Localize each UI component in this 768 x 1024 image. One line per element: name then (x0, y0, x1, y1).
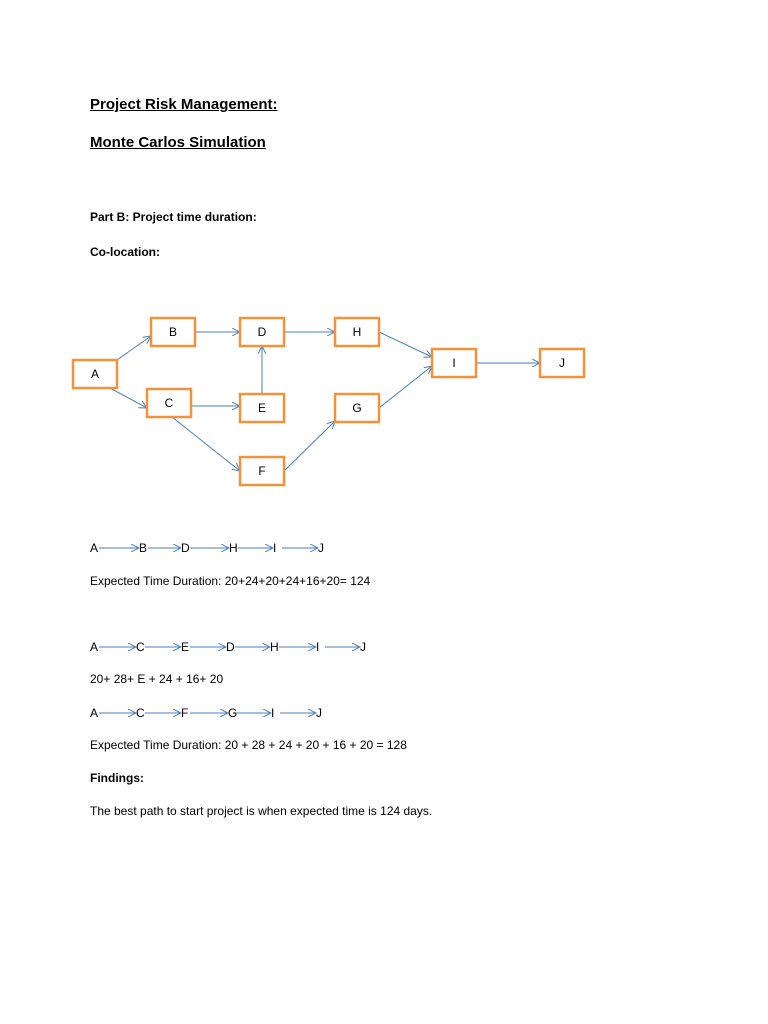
calculation-line-2: 20+ 28+ E + 24 + 16+ 20 (90, 672, 224, 686)
document-subtitle: Monte Carlos Simulation (90, 134, 266, 151)
edge-c-f (172, 417, 240, 471)
path-node-label: H (270, 640, 279, 654)
node-label: I (452, 356, 456, 370)
path-node-label: I (316, 640, 320, 654)
node-label: A (90, 367, 100, 381)
node-label: C (164, 396, 174, 410)
calculation-line-3: Expected Time Duration: 20 + 28 + 24 + 20 + 16 + 20 = 128 (90, 738, 407, 752)
edge-a-b (117, 336, 151, 360)
edge-f-g (284, 421, 335, 471)
part-heading: Part B: Project time duration: (90, 210, 257, 224)
path-node-label: I (273, 541, 277, 555)
node-b (151, 318, 195, 346)
node-g (335, 394, 379, 422)
node-label: E (257, 401, 267, 415)
path-node-label: I (271, 706, 275, 720)
node-e (240, 394, 284, 422)
node-label: G (352, 401, 362, 415)
path-node-label: A (90, 706, 99, 720)
path-node-label: G (228, 706, 238, 720)
node-label: H (352, 325, 362, 339)
edge-h-i (379, 332, 432, 357)
path-node-label: J (360, 640, 366, 654)
node-c (147, 389, 191, 417)
node-d (240, 318, 284, 346)
path-node-label: J (318, 541, 324, 555)
findings-text: The best path to start project is when expected time is 124 days. (90, 804, 433, 818)
node-label: B (168, 325, 178, 339)
path-node-label: H (229, 541, 238, 555)
path-node-label: J (316, 706, 322, 720)
node-label: D (257, 325, 267, 339)
path-node-label: C (136, 640, 145, 654)
section-label: Co-location: (90, 245, 160, 259)
edge-a-c (110, 388, 147, 408)
edge-g-i (379, 366, 432, 408)
findings-heading: Findings: (90, 771, 144, 785)
node-label: J (559, 356, 565, 370)
path-node-label: D (181, 541, 190, 555)
path-node-label: F (181, 706, 189, 720)
path-node-label: B (139, 541, 148, 555)
node-i (432, 349, 476, 377)
document-title: Project Risk Management: (90, 96, 278, 113)
path-node-label: E (181, 640, 190, 654)
node-a (73, 360, 117, 388)
critical-path-2 (0, 637, 768, 657)
node-label: F (258, 464, 266, 478)
network-diagram (0, 300, 768, 500)
path-node-label: A (90, 541, 99, 555)
path-node-label: C (136, 706, 145, 720)
calculation-line-1: Expected Time Duration: 20+24+20+24+16+20= 124 (90, 574, 371, 588)
critical-path-1 (0, 538, 768, 558)
node-j (540, 349, 584, 377)
critical-path-3 (0, 703, 768, 723)
path-node-label: A (90, 640, 99, 654)
path-node-label: D (226, 640, 235, 654)
node-h (335, 318, 379, 346)
node-f (240, 457, 284, 485)
